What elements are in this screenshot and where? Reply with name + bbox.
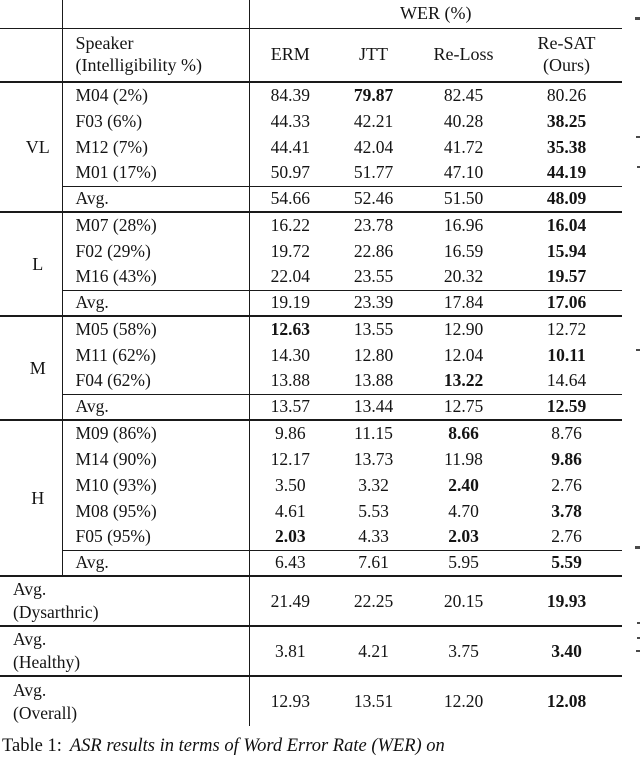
wer-value: 23.78 — [353, 215, 394, 235]
speaker-row — [0, 472, 622, 498]
speaker-row — [0, 446, 622, 472]
group-label-l: L — [0, 212, 62, 316]
summary-label-cell — [0, 626, 249, 676]
speaker-cell: F04 (62%) — [62, 368, 249, 394]
caption-text: ASR results in terms of Word Error Rate (WER) on — [69, 736, 445, 756]
col-header-resat — [511, 28, 622, 82]
speaker-header-empty — [62, 0, 249, 28]
summary-label-line1: Avg. — [13, 579, 47, 600]
speaker-row — [0, 160, 622, 186]
speaker-header-line1: Speaker — [75, 32, 134, 53]
page-edge-artifact — [636, 349, 640, 351]
speaker-row — [0, 238, 622, 264]
wer-value: 79.87 — [353, 85, 394, 105]
summary-row — [0, 626, 622, 676]
wer-value: 9.86 — [274, 423, 306, 443]
avg-label-cell: Avg. — [62, 394, 249, 420]
speaker-cell: M05 (58%) — [62, 316, 249, 342]
wer-value: 2.76 — [551, 526, 582, 547]
avg-label-cell: Avg. — [62, 550, 249, 576]
wer-value: 12.17 — [270, 448, 310, 469]
table-body — [0, 82, 622, 726]
speaker-row — [0, 498, 622, 524]
wer-value: 84.39 — [270, 85, 310, 105]
wer-value: 13.88 — [270, 370, 310, 391]
wer-value: 4.61 — [274, 500, 306, 521]
speaker-row — [0, 108, 622, 134]
wer-value: 16.59 — [443, 240, 484, 261]
speaker-row — [0, 264, 622, 290]
wer-value: 38.25 — [546, 110, 587, 131]
wer-value: 12.72 — [546, 319, 587, 339]
wer-value: 44.33 — [270, 110, 310, 131]
avg-wer-value: 7.61 — [331, 550, 416, 576]
group-header-cell — [0, 28, 62, 82]
group-label-h: H — [0, 420, 62, 576]
resat-header-line2: (Ours) — [543, 54, 591, 75]
wer-value: 13.55 — [353, 319, 394, 339]
col-header-erm: ERM — [249, 28, 331, 82]
wer-value: 5.53 — [358, 500, 389, 521]
wer-value: 8.76 — [551, 423, 582, 443]
avg-wer-value: 48.09 — [511, 186, 622, 212]
speaker-row — [0, 316, 622, 342]
summary-wer-value: 3.75 — [416, 626, 511, 676]
summary-label-line1: Avg. — [13, 679, 47, 700]
wer-value: 23.55 — [353, 266, 394, 287]
page-edge-artifact — [636, 136, 640, 138]
avg-label-cell: Avg. — [62, 186, 249, 212]
summary-wer-value: 20.15 — [416, 576, 511, 626]
group-label-vl: VL — [0, 82, 62, 212]
table-caption — [2, 736, 445, 757]
summary-label-cell — [0, 676, 249, 726]
speaker-cell: M14 (90%) — [62, 446, 249, 472]
group-avg-row — [0, 290, 622, 316]
wer-value: 8.66 — [448, 423, 479, 443]
speaker-cell: F03 (6%) — [62, 108, 249, 134]
wer-value: 10.11 — [547, 344, 586, 365]
wer-value: 2.76 — [551, 474, 582, 495]
wer-span-header: WER (%) — [249, 0, 622, 28]
page-edge-artifact — [635, 17, 640, 20]
wer-value: 47.10 — [443, 162, 484, 183]
wer-value: 82.45 — [443, 85, 484, 105]
wer-value: 19.72 — [270, 240, 310, 261]
summary-label-line2: (Healthy) — [13, 652, 81, 672]
summary-wer-value: 4.21 — [331, 626, 416, 676]
wer-value: 11.98 — [444, 448, 483, 469]
header-row-wer — [0, 0, 622, 28]
avg-wer-value: 6.43 — [249, 550, 331, 576]
speaker-row — [0, 212, 622, 238]
caption-prefix: Table 1: — [2, 736, 62, 756]
avg-label-cell: Avg. — [62, 290, 249, 316]
avg-wer-value: 23.39 — [331, 290, 416, 316]
avg-wer-value: 13.44 — [331, 394, 416, 420]
summary-wer-value: 21.49 — [249, 576, 331, 626]
wer-value: 22.86 — [353, 240, 394, 261]
wer-value: 15.94 — [546, 240, 587, 261]
avg-wer-value: 5.59 — [511, 550, 622, 576]
speaker-row — [0, 342, 622, 368]
col-header-reloss: Re-Loss — [416, 28, 511, 82]
avg-wer-value: 51.50 — [416, 186, 511, 212]
speaker-cell: M12 (7%) — [62, 134, 249, 160]
summary-label-line2: (Overall) — [13, 702, 78, 723]
avg-wer-value: 13.57 — [249, 394, 331, 420]
speaker-cell: M07 (28%) — [62, 212, 249, 238]
avg-wer-value: 5.95 — [416, 550, 511, 576]
speaker-cell: M16 (43%) — [62, 264, 249, 290]
wer-value: 11.15 — [354, 423, 393, 443]
summary-wer-value: 12.08 — [546, 691, 587, 711]
page-edge-artifact — [636, 650, 640, 652]
speaker-row — [0, 420, 622, 446]
page-edge-artifact — [635, 546, 640, 549]
summary-wer-value: 19.93 — [511, 576, 622, 626]
wer-value: 40.28 — [443, 110, 484, 131]
speaker-column-header — [62, 28, 249, 82]
group-avg-row — [0, 550, 622, 576]
wer-value: 3.78 — [551, 500, 582, 521]
wer-value: 14.30 — [270, 344, 310, 365]
wer-value: 13.88 — [353, 370, 394, 391]
summary-wer-value: 12.20 — [443, 691, 484, 711]
summary-label-line1: Avg. — [13, 629, 47, 650]
speaker-cell: M11 (62%) — [62, 342, 249, 368]
group-avg-row — [0, 186, 622, 212]
col-header-jtt: JTT — [331, 28, 416, 82]
group-avg-row — [0, 394, 622, 420]
wer-value: 4.33 — [358, 526, 389, 547]
wer-value: 22.04 — [270, 266, 310, 287]
group-label-m: M — [0, 316, 62, 420]
speaker-cell: M04 (2%) — [62, 82, 249, 108]
wer-value: 2.03 — [448, 526, 479, 547]
summary-wer-value: 3.40 — [511, 626, 622, 676]
wer-value: 2.03 — [274, 526, 306, 547]
summary-wer-value: 12.93 — [270, 691, 310, 711]
wer-value: 35.38 — [546, 136, 587, 157]
wer-value: 3.50 — [274, 474, 306, 495]
speaker-cell: F05 (95%) — [62, 524, 249, 550]
wer-value: 42.21 — [353, 110, 394, 131]
wer-value: 44.19 — [546, 162, 587, 183]
wer-value: 3.32 — [358, 474, 389, 495]
summary-wer-value: 22.25 — [331, 576, 416, 626]
wer-value: 19.57 — [546, 266, 587, 287]
summary-row — [0, 576, 622, 626]
wer-value: 13.73 — [353, 448, 394, 469]
wer-value: 14.64 — [546, 370, 587, 391]
wer-value: 13.22 — [443, 370, 484, 391]
wer-value: 51.77 — [353, 162, 394, 183]
wer-value: 4.70 — [448, 500, 479, 521]
wer-value: 12.80 — [353, 344, 394, 365]
avg-wer-value: 12.59 — [511, 394, 622, 420]
wer-value: 12.90 — [443, 319, 484, 339]
speaker-header-line2: (Intelligibility %) — [75, 54, 202, 75]
speaker-row — [0, 524, 622, 550]
speaker-row — [0, 134, 622, 160]
wer-value: 16.22 — [270, 215, 310, 235]
summary-wer-value: 3.81 — [249, 626, 331, 676]
wer-value: 12.63 — [270, 319, 310, 339]
wer-value: 2.40 — [448, 474, 479, 495]
avg-wer-value: 54.66 — [249, 186, 331, 212]
avg-wer-value: 52.46 — [331, 186, 416, 212]
summary-label-line2: (Dysarthric) — [13, 602, 99, 622]
avg-wer-value: 17.06 — [511, 290, 622, 316]
wer-value: 42.04 — [353, 136, 394, 157]
speaker-row — [0, 82, 622, 108]
speaker-cell: F02 (29%) — [62, 238, 249, 264]
avg-wer-value: 19.19 — [249, 290, 331, 316]
wer-value: 12.04 — [443, 344, 484, 365]
wer-value: 9.86 — [551, 448, 582, 469]
wer-value: 41.72 — [443, 136, 484, 157]
speaker-cell: M10 (93%) — [62, 472, 249, 498]
wer-value: 16.04 — [546, 215, 587, 235]
summary-row — [0, 676, 622, 726]
wer-value: 44.41 — [270, 136, 310, 157]
resat-header-line1: Re-SAT — [537, 32, 596, 53]
wer-value: 50.97 — [270, 162, 310, 183]
speaker-cell: M09 (86%) — [62, 420, 249, 446]
speaker-cell: M08 (95%) — [62, 498, 249, 524]
speaker-cell: M01 (17%) — [62, 160, 249, 186]
avg-wer-value: 17.84 — [416, 290, 511, 316]
wer-value: 20.32 — [443, 266, 484, 287]
speaker-row — [0, 368, 622, 394]
summary-wer-value: 13.51 — [353, 691, 394, 711]
wer-value: 16.96 — [443, 215, 484, 235]
summary-label-cell — [0, 576, 249, 626]
avg-wer-value: 12.75 — [416, 394, 511, 420]
group-header-empty — [0, 0, 62, 28]
wer-value: 80.26 — [546, 85, 587, 105]
header-row-columns — [0, 28, 622, 82]
